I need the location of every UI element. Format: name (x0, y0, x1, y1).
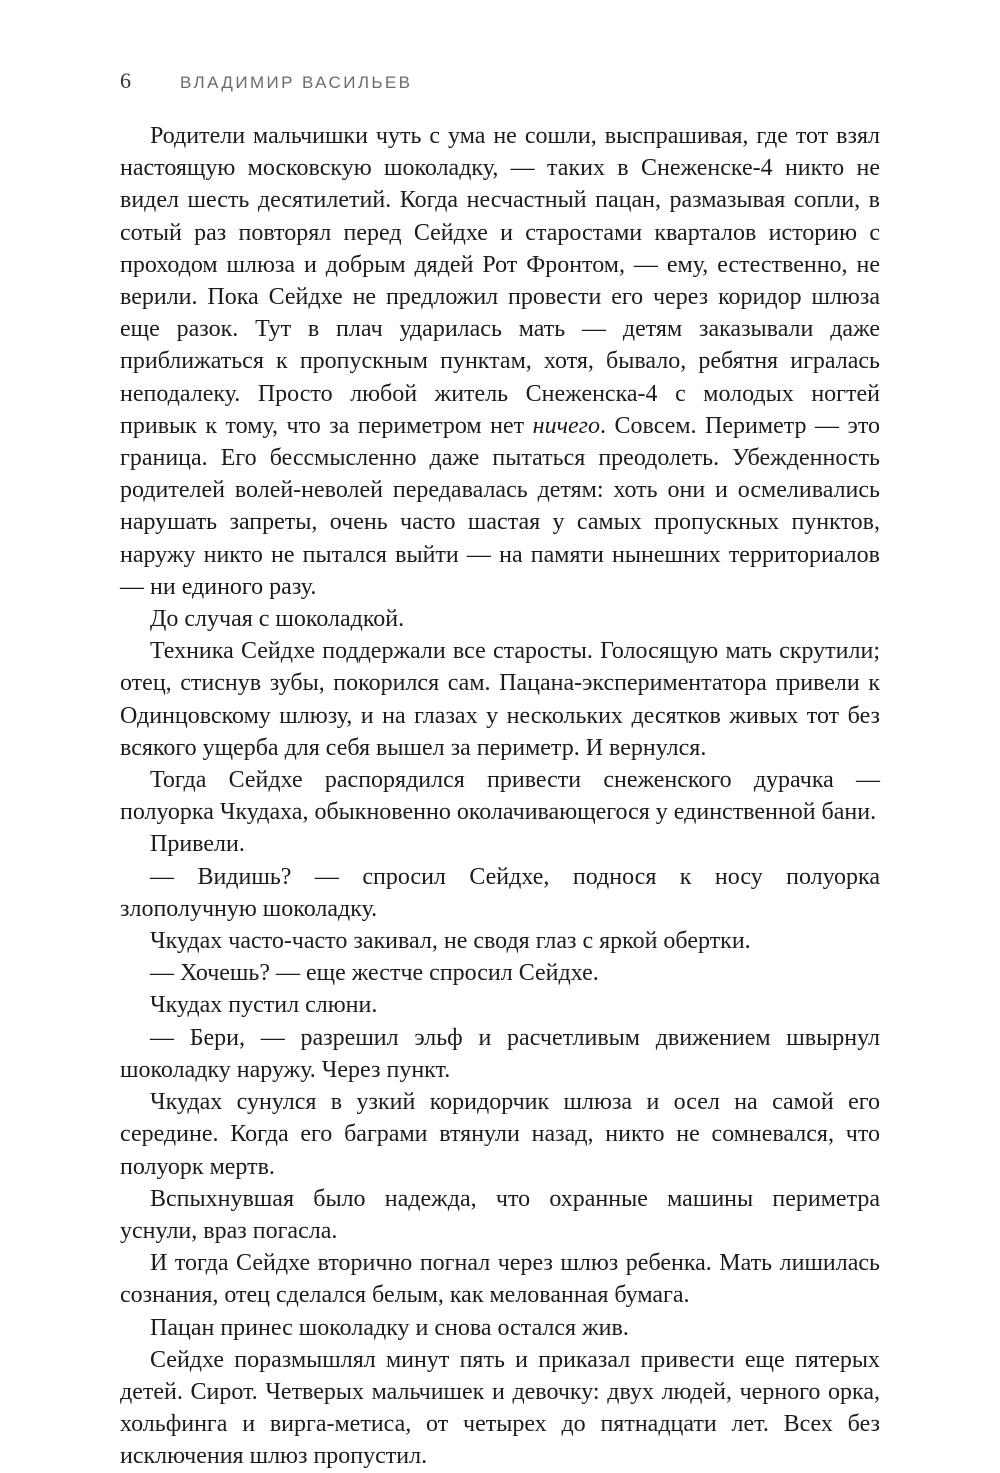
emphasis-text: ничего (532, 412, 601, 439)
page-number: 6 (120, 68, 131, 93)
running-head (120, 68, 412, 98)
paragraph: Чкудах сунулся в узкий коридорчик шлюза и осел на самой его середине. Когда его баграми втянули назад, никто не сомневался, что полуорк мертв. (120, 1089, 880, 1180)
body-text (120, 120, 880, 1473)
paragraph: — Бери, — разрешил эльф и расчетливым движением швырнул шоколадку наружу. Через пункт. (120, 1024, 880, 1083)
paragraph: Привели. (150, 831, 245, 858)
paragraph: Сейдхе поразмышлял минут пять и приказал привести еще пятерых детей. Сирот. Четверых мальчишек и девочку: двух людей, черного орка, хольфинга и вирга-метиса, от четырех до пятнадцати лет. Всех без исключения шлюз пропустил. (120, 1346, 880, 1470)
paragraph: До случая с шоколадкой. (150, 606, 405, 633)
paragraph: Родители мальчишки чуть с ума не сошли, выспрашивая, где тот взял настоящую московскую шоколадку, — таких в Снеженске-4 никто не видел шесть десятилетий. Когда несчастный пацан, размазывая сопли, в сотый раз повторял перед Сейдхе и старостами кварталов историю с проходом шлюза и добрым дядей Рот Фронтом, — ему, естественно, не верили. Пока Сейдхе не предложил провести его через коридор шлюза еще разок. Тут в плач ударилась мать — детям заказывали даже приближаться к пропускным пунктам, хотя, бывало, ребятня игралась неподалеку. Просто любой житель Снеженска-4 с молодых ногтей привык к тому, что за периметром нет ничего. Совсем. Периметр — это граница. Его бессмысленно даже пытаться преодолеть. Убежденность родителей волей-неволей передавалась детям: хоть они и осмеливались нарушать запреты, очень часто шастая у самых пропускных пунктов, наружу никто не пытался выйти — на памяти нынешних территориалов — ни единого разу. (120, 123, 881, 600)
paragraph: Пацан принес шоколадку и снова остался жив. (150, 1314, 629, 1341)
paragraph: Чкудах часто-часто закивал, не сводя глаз с яркой обертки. (150, 928, 751, 955)
paragraph: — Видишь? — спросил Сейдхе, поднося к носу полуорка злополучную шоколадку. (120, 863, 880, 922)
paragraph: Вспыхнувшая было надежда, что охранные машины периметра уснули, враз погасла. (120, 1185, 880, 1244)
paragraph: Техника Сейдхе поддержали все старосты. Голосящую мать скрутили; отец, стиснув зубы, покорился сам. Пацана-экспериментатора привели к Одинцовскому шлюзу, и на глазах у нескольких десятков живых тот без всякого ущерба для себя вышел за периметр. И вернулся. (120, 638, 880, 761)
paragraph: Чкудах пустил слюни. (150, 992, 378, 1019)
paragraph: — Хочешь? — еще жестче спросил Сейдхе. (150, 960, 599, 987)
paragraph: Тогда Сейдхе распорядился привести снеженского дурачка — полуорка Чкудаха, обыкновенно околачивающегося у единственной бани. (120, 767, 880, 826)
author-name: ВЛАДИМИР ВАСИЛЬЕВ (180, 73, 413, 92)
paragraph: И тогда Сейдхе вторично погнал через шлюз ребенка. Мать лишилась сознания, отец сделался белым, как мелованная бумага. (120, 1250, 880, 1309)
